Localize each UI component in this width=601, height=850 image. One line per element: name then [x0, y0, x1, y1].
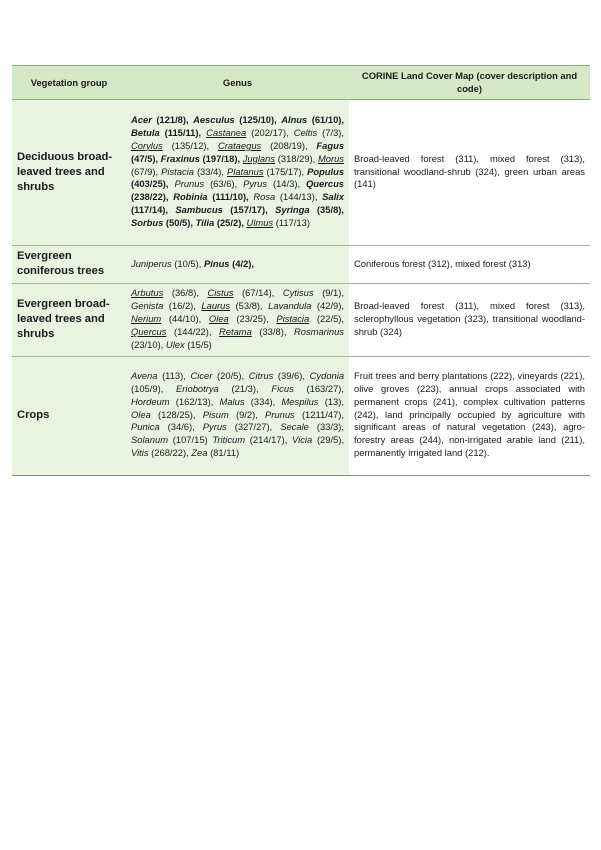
genus-name: Laurus — [201, 299, 231, 311]
genus-entry — [249, 370, 305, 381]
genus-name: Platanus — [227, 165, 264, 177]
genus-name: Betula — [131, 126, 160, 138]
genus-entry — [131, 313, 201, 324]
genus-entry — [161, 166, 224, 177]
genus-count: (13), — [324, 395, 344, 407]
genus-count: (22/5), — [316, 312, 345, 324]
genus-entry — [281, 114, 344, 125]
genus-count: (327/27), — [234, 421, 273, 433]
genus-cell — [126, 100, 349, 246]
genus-name: Ficus — [271, 382, 294, 394]
genus-name: Cydonia — [309, 369, 345, 381]
genus-entry — [131, 370, 186, 381]
genus-count: (135/12), — [171, 139, 210, 151]
header-vegetation-group: Vegetation group — [12, 66, 126, 100]
genus-entry — [131, 447, 189, 458]
genus-name: Prunus — [265, 408, 295, 420]
genus-name: Quercus — [305, 178, 345, 190]
genus-count: (10/5), — [174, 257, 202, 269]
corine-cell: Fruit trees and berry plantations (222), vineyards (221), olive groves (223), annual crops associated with permanent crops (241), complex cultivation patterns (242), land principally occupied by agriculture with significant areas of natural vegetation (243), agro-forestry areas (244), non-irrigated arable land (211), permanently irrigated land (212). — [349, 356, 590, 475]
genus-entry — [204, 258, 254, 269]
genus-count: (67/14), — [242, 287, 275, 298]
genus-name: Cicer — [190, 369, 213, 381]
genus-entry — [220, 396, 276, 407]
genus-count: (34/6), — [167, 421, 195, 433]
genus-count: (61/10), — [311, 113, 345, 125]
genus-count: (334), — [250, 395, 276, 407]
genus-count: (67/9), — [131, 165, 159, 177]
corine-cell: Broad-leaved forest (311), mixed forest (313), sclerophyllous vegetation (323), transitional woodland-shrub (324) — [349, 284, 590, 357]
genus-cell — [126, 356, 349, 475]
genus-entry — [131, 127, 201, 138]
genus-entry — [253, 191, 317, 202]
genus-name: Citrus — [248, 369, 274, 381]
genus-name: Avena — [131, 369, 158, 381]
genus-count: (163/27), — [306, 382, 345, 394]
genus-name: Ulmus — [246, 217, 274, 229]
genus-count: (238/22), — [131, 191, 169, 203]
genus-count: (162/13), — [175, 395, 214, 407]
genus-count: (47/5), — [131, 152, 159, 164]
genus-entry — [131, 326, 211, 337]
genus-entry — [131, 114, 189, 125]
genus-name: Fraxinus — [160, 152, 200, 164]
genus-entry — [281, 396, 344, 407]
genus-count: (39/6), — [277, 369, 306, 381]
genus-entry — [173, 191, 249, 202]
genus-entry — [219, 326, 286, 337]
genus-name: Tilia — [195, 217, 215, 229]
table-row — [12, 284, 590, 357]
document-page — [12, 65, 590, 476]
genus-entry — [174, 178, 237, 189]
genus-count: (121/8), — [156, 113, 189, 125]
genus-name: Vitis — [131, 447, 149, 459]
genus-name: Retama — [219, 325, 252, 337]
header-corine: CORINE Land Cover Map (cover description and code) — [349, 66, 590, 100]
genus-count: (197/18), — [202, 152, 241, 164]
genus-name: Corylus — [131, 139, 163, 151]
genus-name: Olea — [131, 408, 151, 420]
genus-count: (111/10), — [212, 191, 249, 203]
genus-count: (4/2), — [232, 257, 255, 269]
genus-entry — [201, 300, 262, 311]
genus-entry — [227, 166, 304, 177]
genus-entry — [276, 313, 344, 324]
table-row — [12, 100, 590, 246]
genus-entry — [196, 217, 244, 228]
genus-count: (107/15) — [172, 434, 208, 446]
genus-count: (9/2), — [235, 408, 258, 420]
genus-count: (403/25), — [131, 178, 169, 190]
vegetation-group-cell: Evergreen broad-leaved trees and shrubs — [12, 284, 126, 357]
genus-count: (9/1), — [322, 287, 344, 298]
genus-entry — [131, 409, 196, 420]
genus-name: Pistacia — [276, 312, 310, 324]
genus-entry — [176, 383, 259, 394]
genus-name: Prunus — [174, 178, 205, 190]
genus-count: (7/3), — [322, 126, 345, 138]
genus-name: Olea — [208, 312, 229, 324]
genus-entry — [275, 204, 344, 215]
genus-name: Mespilus — [281, 395, 319, 407]
genus-entry — [166, 339, 212, 350]
genus-name: Populus — [307, 165, 345, 177]
genus-count: (1211/47), — [301, 408, 344, 420]
genus-count: (23/25), — [236, 312, 269, 324]
genus-count: (15/5) — [187, 338, 212, 350]
genus-count: (14/3), — [272, 178, 301, 190]
genus-name: Quercus — [131, 325, 167, 337]
genus-entry — [203, 421, 272, 432]
genus-name: Acer — [131, 113, 152, 125]
genus-name: Arbutus — [131, 287, 164, 298]
genus-entry — [131, 300, 196, 311]
genus-name: Ulex — [165, 338, 185, 350]
genus-entry — [218, 140, 308, 151]
genus-count: (81/11) — [210, 447, 240, 459]
table-row — [12, 246, 590, 284]
genus-name: Punica — [131, 421, 160, 433]
genus-name: Malus — [219, 395, 245, 407]
genus-entry — [243, 178, 300, 189]
genus-name: Castanea — [206, 126, 247, 138]
genus-entry — [131, 217, 193, 228]
genus-count: (63/6), — [210, 178, 238, 190]
genus-name: Robinia — [173, 191, 208, 203]
genus-name: Pinus — [203, 257, 230, 269]
genus-count: (318/29), — [277, 152, 316, 164]
genus-count: (23/10), — [131, 338, 164, 350]
genus-entry — [131, 140, 209, 151]
corine-cell: Coniferous forest (312), mixed forest (313) — [349, 246, 590, 284]
table-header-row — [12, 66, 590, 100]
genus-name: Sambucus — [175, 204, 223, 216]
genus-name: Pistacia — [161, 165, 194, 177]
genus-count: (175/17), — [266, 165, 305, 177]
genus-count: (144/22), — [173, 325, 212, 337]
genus-count: (117/14), — [131, 204, 169, 216]
genus-count: (208/19), — [270, 139, 308, 151]
genus-name: Rosa — [253, 191, 276, 203]
genus-entry — [193, 114, 277, 125]
genus-name: Pyrus — [243, 178, 268, 190]
genus-entry — [131, 434, 208, 445]
genus-count: (44/10), — [168, 312, 202, 324]
genus-entry — [161, 153, 240, 164]
genus-entry — [131, 421, 195, 432]
genus-entry — [207, 287, 274, 298]
genus-count: (16/2), — [168, 299, 196, 311]
genus-entry — [175, 204, 267, 215]
genus-entry — [191, 370, 245, 381]
genus-name: Fagus — [316, 139, 345, 151]
genus-name: Hordeum — [131, 395, 170, 407]
genus-entry — [292, 434, 344, 445]
genus-name: Sorbus — [131, 217, 164, 229]
vegetation-table — [12, 65, 590, 476]
genus-name: Secale — [280, 421, 309, 433]
genus-count: (214/17), — [249, 434, 288, 446]
genus-count: (35/8), — [316, 204, 345, 216]
genus-count: (50/5), — [165, 217, 194, 229]
genus-name: Aesculus — [193, 113, 235, 125]
genus-name: Crataegus — [217, 139, 262, 151]
genus-count: (33/4), — [196, 165, 225, 177]
genus-name: Morus — [317, 152, 344, 164]
genus-count: (115/11), — [164, 126, 202, 138]
genus-name: Rosmarinus — [293, 325, 344, 337]
header-genus: Genus — [126, 66, 349, 100]
genus-name: Syringa — [275, 204, 310, 216]
genus-entry — [294, 127, 344, 138]
genus-entry — [268, 300, 344, 311]
genus-count: (157/17), — [230, 204, 268, 216]
genus-name: Zea — [191, 447, 208, 459]
genus-entry — [212, 434, 287, 445]
corine-cell: Broad-leaved forest (311), mixed forest (313), transitional woodland-shrub (324), green urban areas (141) — [349, 100, 590, 246]
genus-name: Solanum — [131, 434, 169, 446]
genus-name: Salix — [322, 191, 344, 203]
genus-count: (125/10), — [239, 113, 277, 125]
genus-count: (33/8), — [259, 325, 287, 337]
vegetation-group-cell: Deciduous broad-leaved trees and shrubs — [12, 100, 126, 246]
genus-name: Juniperus — [131, 257, 172, 269]
genus-entry — [271, 383, 344, 394]
genus-count: (202/17), — [251, 126, 289, 138]
genus-count: (42/9), — [316, 299, 345, 311]
genus-name: Genista — [131, 299, 164, 311]
genus-entry — [203, 409, 258, 420]
vegetation-group-cell: Crops — [12, 356, 126, 475]
genus-name: Celtis — [293, 126, 318, 138]
genus-name: Cistus — [207, 287, 234, 298]
genus-name: Vicia — [292, 434, 313, 446]
genus-entry — [206, 127, 289, 138]
genus-name: Alnus — [281, 113, 308, 125]
genus-count: (268/22), — [151, 447, 189, 459]
genus-count: (25/2), — [216, 217, 244, 229]
genus-entry — [280, 421, 344, 432]
genus-count: (33/3), — [316, 421, 344, 433]
genus-entry — [131, 396, 213, 407]
vegetation-group-cell: Evergreen coniferous trees — [12, 246, 126, 284]
genus-entry — [265, 409, 344, 420]
genus-count: (128/25), — [158, 408, 196, 420]
genus-name: Lavandula — [268, 299, 312, 311]
genus-cell — [126, 284, 349, 357]
genus-entry — [131, 287, 199, 298]
genus-count: (20/5), — [217, 369, 245, 381]
genus-name: Juglans — [242, 152, 276, 164]
genus-count: (21/3), — [231, 382, 259, 394]
genus-count: (144/13), — [279, 191, 318, 203]
genus-entry — [209, 313, 269, 324]
genus-entry — [243, 153, 316, 164]
genus-count: (53/8), — [235, 299, 263, 311]
genus-count: (29/5), — [316, 434, 345, 446]
table-row — [12, 356, 590, 475]
genus-entry — [131, 258, 201, 269]
genus-count: (36/8), — [171, 287, 199, 298]
genus-name: Triticum — [212, 434, 246, 446]
genus-name: Pisum — [202, 408, 229, 420]
genus-count: (117/13) — [275, 217, 310, 229]
genus-count: (113), — [162, 369, 186, 381]
genus-entry — [283, 287, 344, 298]
genus-name: Eriobotrya — [176, 382, 219, 394]
genus-cell — [126, 246, 349, 284]
genus-name: Pyrus — [202, 421, 227, 433]
genus-name: Nerium — [131, 312, 162, 324]
genus-entry — [191, 447, 239, 458]
genus-entry — [247, 217, 310, 228]
genus-name: Cytisus — [282, 287, 314, 298]
genus-count: (105/9), — [131, 382, 164, 394]
